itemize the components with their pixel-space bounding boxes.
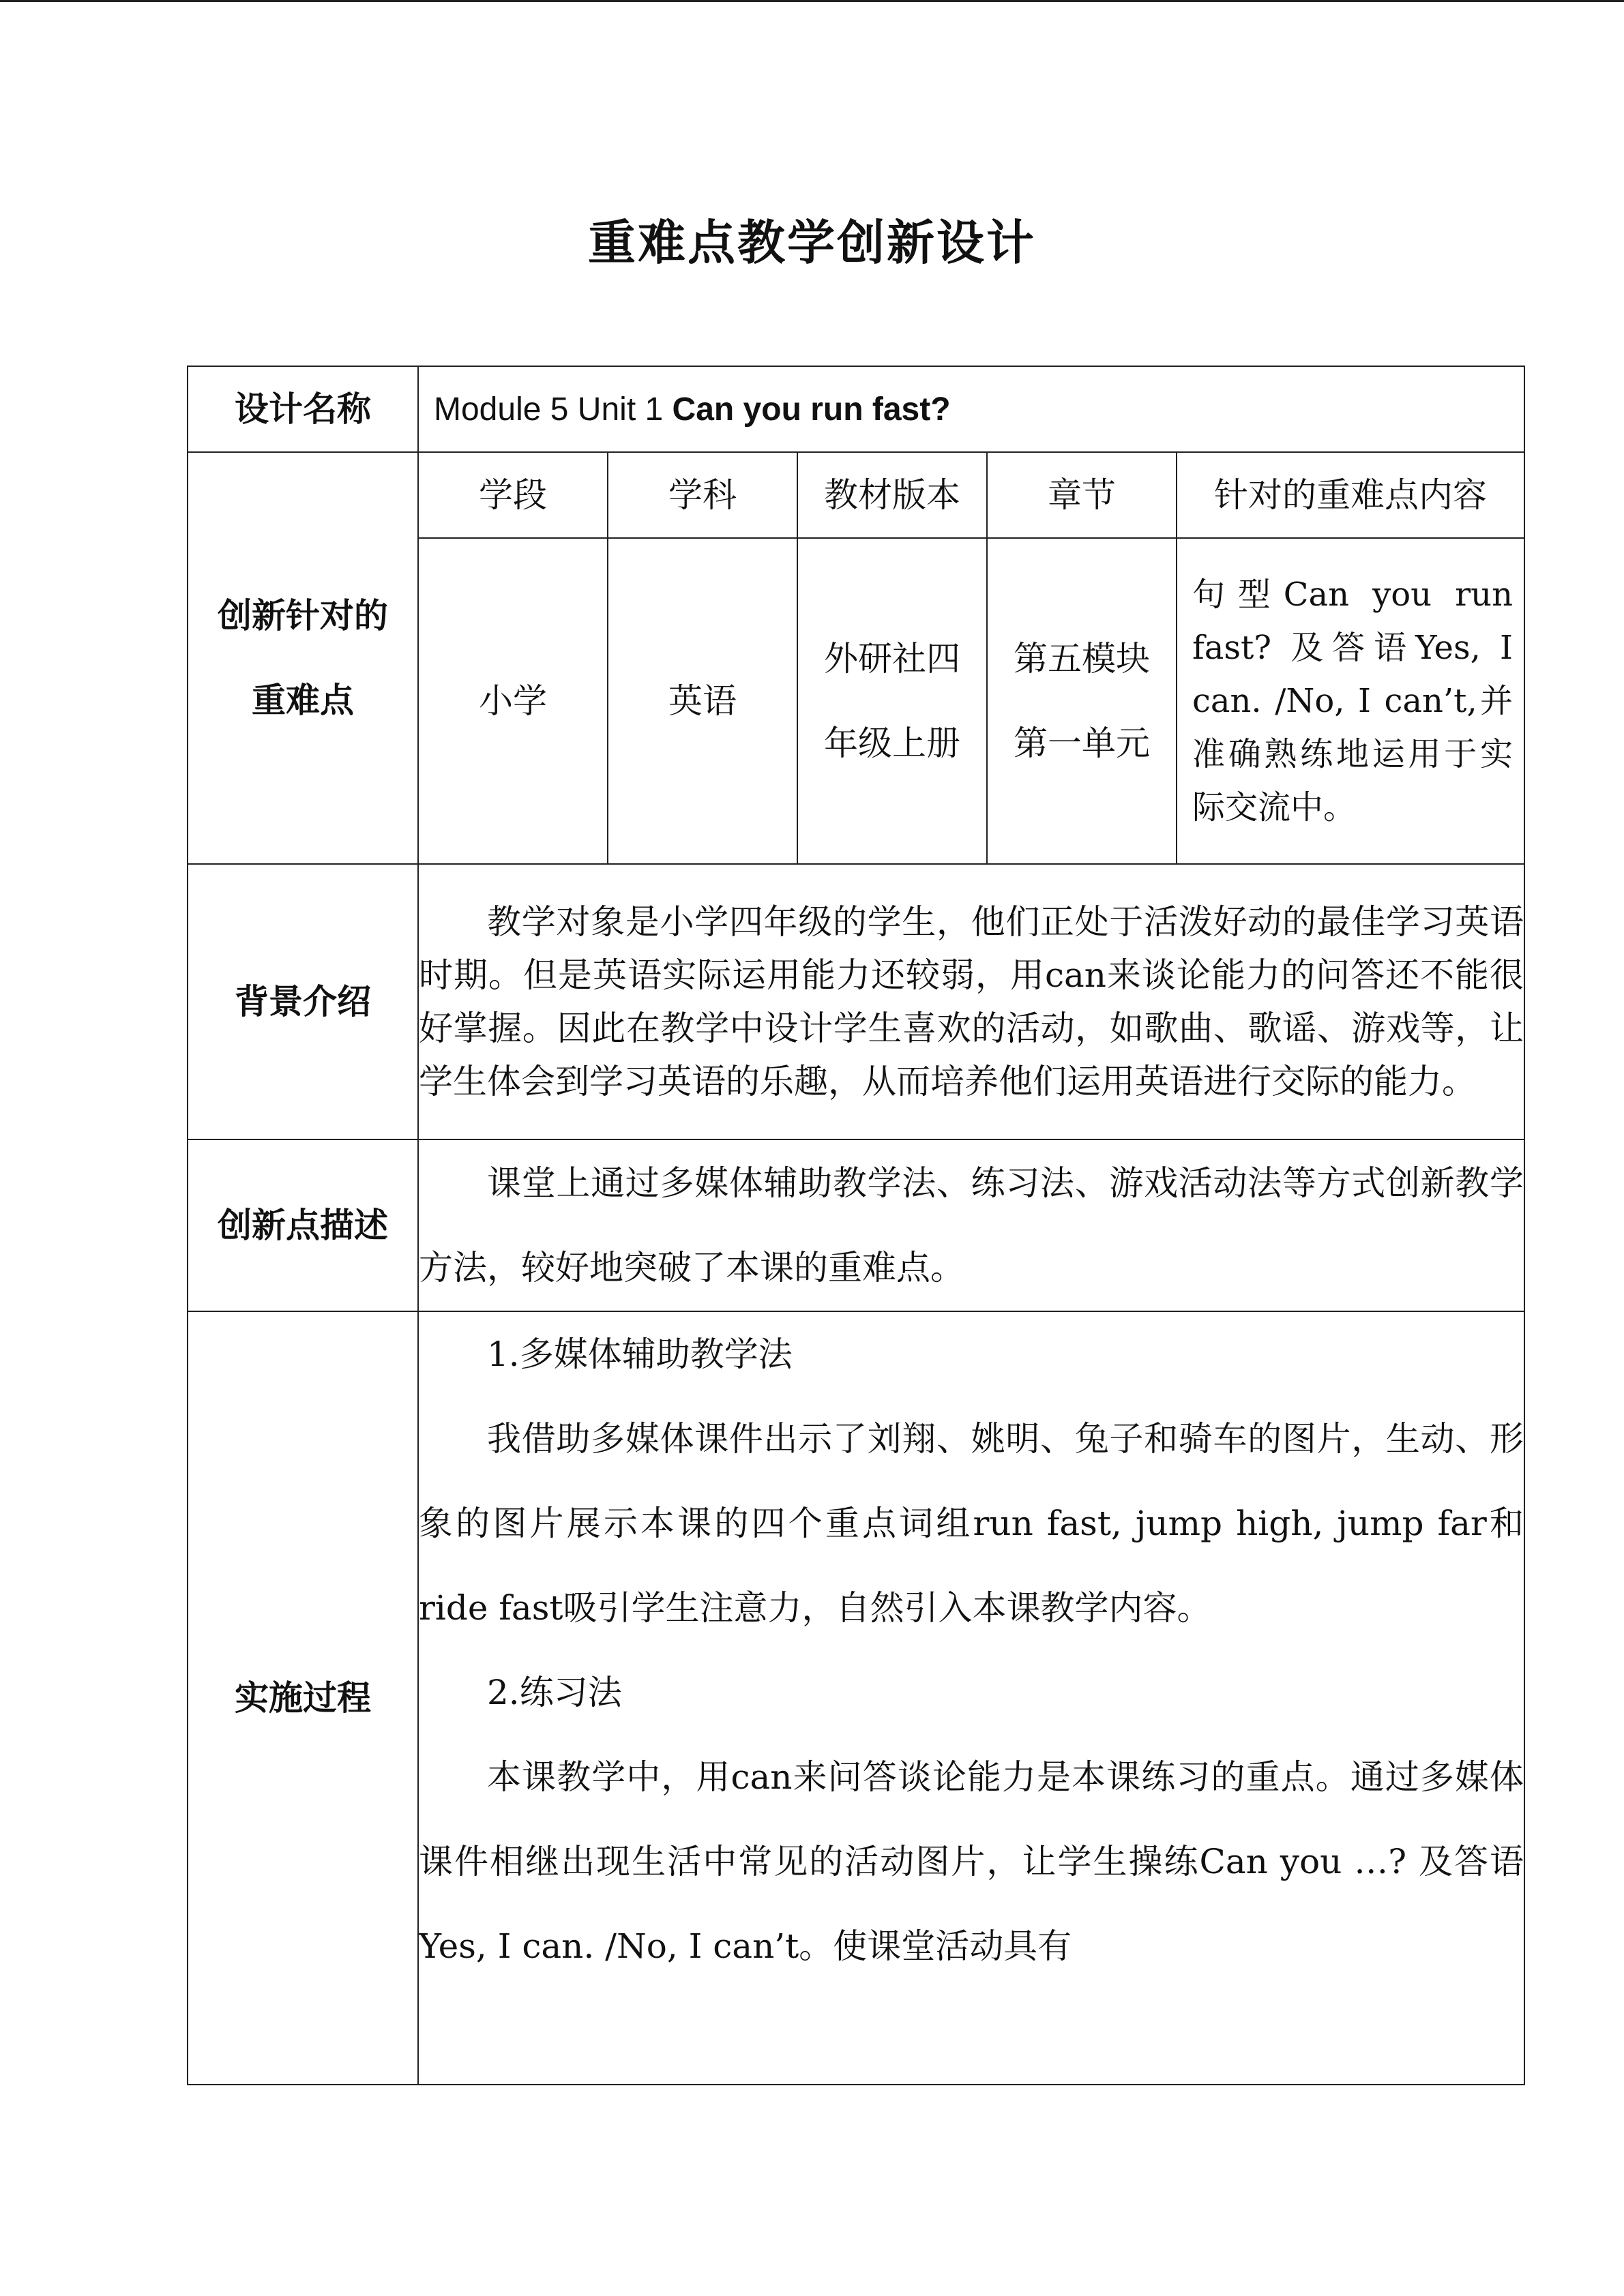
process-item2-text: 本课教学中，用can来问答谈论能力是本课练习的重点。通过多媒体课件相继出现生活中常见的活动图片，让学生操练Can you …? 及答语Yes, I can. /No, I can’t。使课堂活动具有 bbox=[419, 1757, 1524, 1966]
header-chapter: 章节 bbox=[987, 452, 1177, 538]
header-edition: 教材版本 bbox=[797, 452, 987, 538]
process-item1-title: 1.多媒体辅助教学法 bbox=[487, 1335, 793, 1374]
innovation-row bbox=[188, 1139, 1524, 1311]
chapter-value bbox=[987, 538, 1177, 864]
document-title: 重难点教学创新设计 bbox=[588, 215, 1036, 271]
innovation-label: 创新点描述 bbox=[188, 1139, 418, 1311]
header-subject: 学科 bbox=[608, 452, 797, 538]
focus-content-text: 句型Can you run fast? 及答语Yes, I can. /No, I can’t,并准确熟练地运用于实际交流中。 bbox=[1192, 576, 1513, 826]
subject-value: 英语 bbox=[608, 538, 797, 864]
target-label bbox=[188, 452, 418, 864]
background-cell bbox=[418, 864, 1524, 1139]
top-border-line bbox=[0, 0, 1624, 2]
process-item1-text: 我借助多媒体课件出示了刘翔、姚明、兔子和骑车的图片，生动、形象的图片展示本课的四个重点词组run fast, jump high, jump far和 ride fast吸引学生注意力，自然引入本课教学内容。 bbox=[419, 1419, 1524, 1628]
background-text: 教学对象是小学四年级的学生，他们正处于活泼好动的最佳学习英语时期。但是英语实际运用能力还较弱，用can来谈论能力的问答还不能很好掌握。因此在教学中设计学生喜欢的活动，如歌曲、歌谣、游戏等，让学生体会到学习英语的乐趣，从而培养他们运用英语进行交际的能力。 bbox=[419, 902, 1524, 1101]
background-row bbox=[188, 864, 1524, 1139]
stage-value: 小学 bbox=[418, 538, 608, 864]
design-name-lesson: Can you run fast? bbox=[672, 391, 951, 428]
design-name-row bbox=[188, 366, 1524, 452]
process-item2-title: 2.练习法 bbox=[487, 1673, 622, 1712]
process-cell bbox=[418, 1311, 1524, 2085]
target-header-row bbox=[188, 452, 1524, 538]
design-name-value bbox=[418, 366, 1524, 452]
innovation-cell bbox=[418, 1139, 1524, 1311]
chapter-line1: 第五模块 bbox=[1014, 639, 1150, 679]
design-name-label: 设计名称 bbox=[188, 366, 418, 452]
design-name-module: Module 5 Unit 1 bbox=[434, 391, 673, 428]
target-label-line1: 创新针对的 bbox=[218, 596, 388, 636]
process-row bbox=[188, 1311, 1524, 2085]
header-stage: 学段 bbox=[418, 452, 608, 538]
header-focus-content: 针对的重难点内容 bbox=[1177, 452, 1524, 538]
edition-line2: 年级上册 bbox=[824, 724, 960, 763]
innovation-text: 课堂上通过多媒体辅助教学法、练习法、游戏活动法等方式创新教学方法，较好地突破了本课的重难点。 bbox=[419, 1163, 1524, 1287]
background-label: 背景介绍 bbox=[188, 864, 418, 1139]
target-label-line2: 重难点 bbox=[252, 681, 354, 720]
chapter-line2: 第一单元 bbox=[1014, 724, 1150, 763]
edition-value bbox=[797, 538, 987, 864]
process-label: 实施过程 bbox=[188, 1311, 418, 2085]
focus-content-value bbox=[1177, 538, 1524, 864]
edition-line1: 外研社四 bbox=[824, 639, 960, 679]
design-table bbox=[187, 366, 1525, 2085]
